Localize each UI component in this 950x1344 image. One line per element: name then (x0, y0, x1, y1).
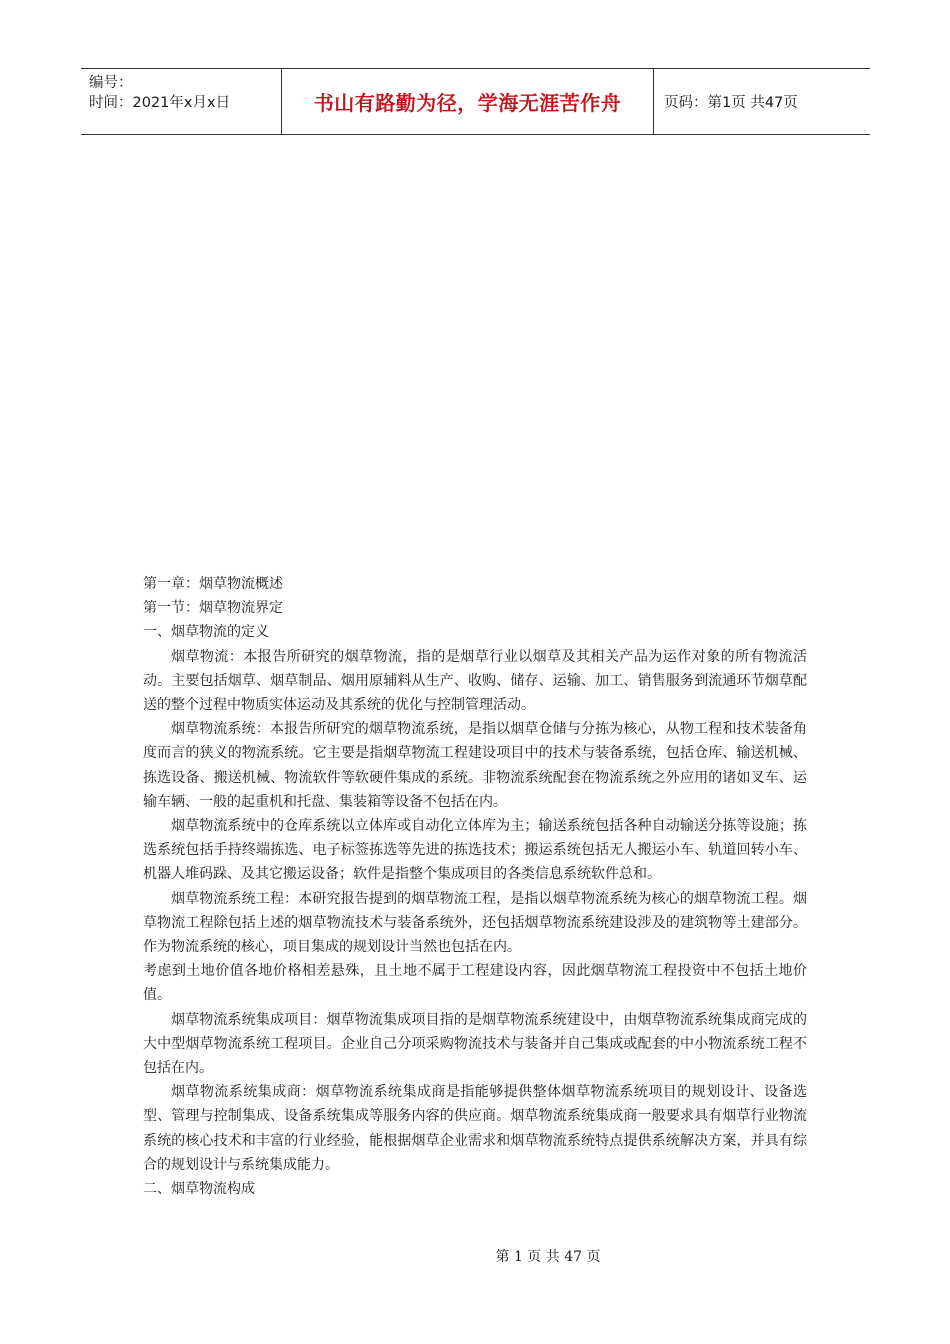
paragraph-system-components: 烟草物流系统中的仓库系统以立体库或自动化立体库为主；输送系统包括各种自动输送分拣等设施；拣选系统包括手持终端拣选、电子标签拣选等先进的拣选技术；搬运系统包括无人搬运小车、轨道回转小车、机器人堆码跺、及其它搬运设备；软件是指整个集成项目的各类信息系统软件总和。 (143, 818, 807, 883)
document-date: 时间：2021年x月x日 (89, 95, 231, 111)
document-number-label: 编号： (89, 75, 133, 91)
paragraph-logistics-system: 烟草物流系统：本报告所研究的烟草物流系统，是指以烟草仓储与分拣为核心，从物工程和技术装备角度而言的狭义的物流系统。它主要是指烟草物流工程建设项目中的技术与装备系统，包括仓库、输送机械、拣选设备、搬送机械、物流软件等软硬件集成的系统。非物流系统配套在物流系统之外应用的诸如叉车、运输车辆、一般的起重机和托盘、集装箱等设备不包括在内。 (143, 721, 807, 810)
paragraph-system-engineering: 烟草物流系统工程：本研究报告提到的烟草物流工程，是指以烟草物流系统为核心的烟草物流工程。烟草物流工程除包括上述的烟草物流技术与装备系统外，还包括烟草物流系统建设涉及的建筑物等土建部分。作为物流系统的核心，项目集成的规划设计当然也包括在内。 (143, 890, 807, 956)
paragraph-land-value: 考虑到土地价值各地价格相差悬殊，且土地不属于工程建设内容，因此烟草物流工程投资中不包括土地价值。 (143, 963, 807, 1004)
header-meta-cell (81, 69, 282, 134)
heading-composition: 二、烟草物流构成 (143, 1181, 255, 1198)
section-title: 第一节：烟草物流界定 (143, 600, 283, 617)
chapter-title: 第一章：烟草物流概述 (143, 576, 283, 592)
heading-definition: 一、烟草物流的定义 (143, 624, 269, 641)
paragraph-system-integrator: 烟草物流系统集成商：烟草物流系统集成商是指能够提供整体烟草物流系统项目的规划设计、设备选型、管理与控制集成、设备系统集成等服务内容的供应商。烟草物流系统集成商一般要求具有烟草行业物流系统的核心技术和丰富的行业经验，能根据烟草企业需求和烟草物流系统特点提供系统解决方案，并具有综合的规划设计与系统集成能力。 (143, 1084, 807, 1173)
header-page-cell (654, 69, 870, 134)
motto-text: 书山有路勤为径，学海无涯苦作舟 (313, 91, 622, 115)
paragraph-integration-project: 烟草物流系统集成项目：烟草物流集成项目指的是烟草物流系统建设中，由烟草物流系统集成商完成的大中型烟草物流系统工程项目。企业自己分项采购物流技术与装备并自己集成或配套的中小物流系统工程不包括在内。 (143, 1011, 807, 1077)
footer-page-number: 第 1 页 共 47 页 (495, 1249, 601, 1265)
document-body (143, 572, 807, 1201)
page-footer (0, 1246, 950, 1266)
header-page-code: 页码：第1页 共47页 (664, 95, 798, 111)
paragraph-tobacco-logistics: 烟草物流：本报告所研究的烟草物流，指的是烟草行业以烟草及其相关产品为运作对象的所有物流活动。主要包括烟草、烟草制品、烟用原辅料从生产、收购、储存、运输、加工、销售服务到流通环节烟草配送的整个过程中物质实体运动及其系统的优化与控制管理活动。 (143, 648, 807, 714)
header-motto-cell (282, 69, 654, 134)
page-header (81, 68, 870, 135)
